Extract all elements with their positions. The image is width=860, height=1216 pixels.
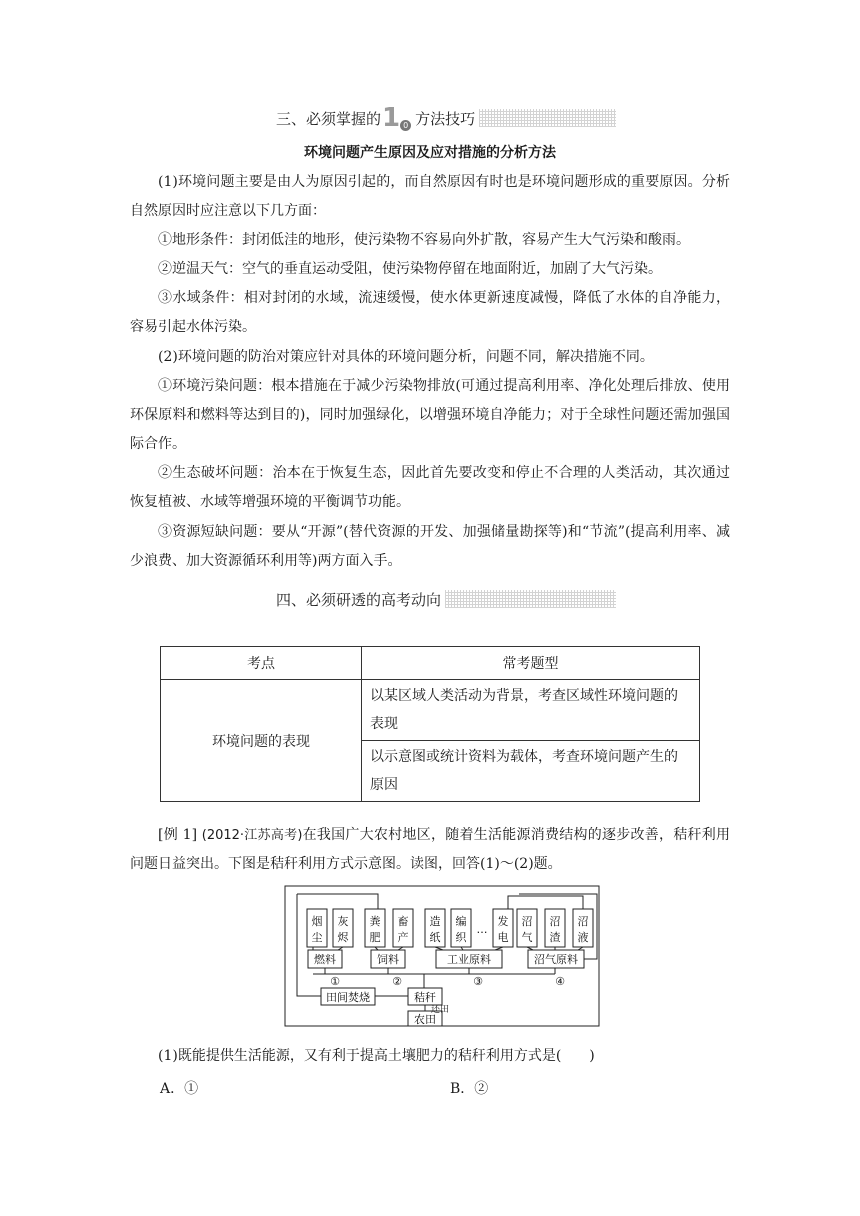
exam-point-table: [160, 646, 700, 802]
diagram-product: 畜: [397, 915, 409, 928]
heading-decorative-bar: [479, 109, 616, 127]
diagram-product: 造: [429, 915, 441, 928]
diagram-return-label: 还田: [431, 1005, 450, 1015]
diagram-product: 电: [497, 931, 509, 944]
diagram-product: 肥: [369, 931, 381, 944]
straw-utilization-diagram: [283, 884, 603, 1030]
paragraph-3: ②逆温天气：空气的垂直运动受阻，使污染物停留在地面附近，加剧了大气污染。: [158, 261, 662, 277]
choice-a: A．①: [160, 1081, 199, 1097]
example-source: (2012·江苏高考): [201, 828, 303, 843]
diagram-product: 烬: [337, 931, 349, 944]
diagram-use: 燃料: [314, 953, 336, 966]
diagram-burn-label: 田间焚烧: [326, 991, 370, 1004]
question-text: (1)既能提供生活能源，又有利于提高土壤肥力的秸秆利用方式是( ): [158, 1048, 595, 1064]
number-zero-badge: 0: [400, 120, 411, 131]
diagram-num: ④: [555, 975, 565, 988]
diagram-num: ③: [473, 975, 483, 988]
diagram-num: ②: [392, 975, 402, 988]
table-row: [161, 680, 700, 741]
table-cell-type: 以某区域人类活动为背景，考查区域性环境问题的表现: [362, 680, 700, 741]
table-header: 常考题型: [362, 647, 700, 680]
section-heading-4-text: 四、必须研透的高考动向: [276, 590, 442, 609]
number-one-glyph: 1: [382, 103, 401, 133]
diagram-product: 灰: [337, 915, 349, 928]
section-heading-3-suffix: 方法技巧: [415, 109, 476, 128]
section-heading-3: [276, 105, 616, 131]
diagram-straw-label: 秸秆: [414, 991, 436, 1004]
diagram-product: 渣: [549, 931, 561, 944]
heading-decorative-bar: [445, 590, 616, 608]
paragraph-5: (2)环境问题的防治对策应针对具体的环境问题分析，问题不同，解决措施不同。: [158, 349, 654, 365]
diagram-product: 织: [455, 931, 467, 944]
method-title: 环境问题产生原因及应对措施的分析方法: [304, 145, 556, 161]
table-cell-type: 以示意图或统计资料为载体，考查环境问题产生的原因: [362, 741, 700, 802]
diagram-product: 发: [497, 915, 509, 928]
diagram-product: 沼: [577, 915, 589, 928]
diagram-field-label: 农田: [414, 1013, 436, 1026]
table-header-row: [161, 647, 700, 680]
diagram-use: 沼气原料: [534, 953, 578, 966]
diagram-use: 饲料: [377, 953, 399, 966]
table-cell-topic: 环境问题的表现: [161, 680, 362, 802]
diagram-product: 烟: [311, 915, 323, 928]
diagram-ellipsis: …: [476, 923, 488, 936]
diagram-use: 工业原料: [447, 953, 491, 966]
example-label: [例 1]: [158, 827, 198, 843]
diagram-num: ①: [330, 975, 340, 988]
diagram-product: 编: [455, 915, 467, 928]
paragraph-2: ①地形条件：封闭低洼的地形，使污染物不容易向外扩散，容易产生大气污染和酸雨。: [158, 232, 690, 248]
diagram-product: 产: [397, 931, 409, 944]
section-heading-3-prefix: 三、必须掌握的: [276, 109, 382, 128]
example-text: 在我国广大农村地区，随着生活能源消费结构的逐步改善，秸秆利用问题日益突出。下图是秸秆利用方式示意图。读图，回答(1)～(2)题。: [130, 827, 731, 872]
paragraph-7: ②生态破坏问题：治本在于恢复生态，因此首先要改变和停止不合理的人类活动，其次通过恢复植被、水域等增强环境的平衡调节功能。: [130, 465, 730, 510]
paragraph-8: ③资源短缺问题：要从“开源”(替代资源的开发、加强储量勘探等)和“节流”(提高利用率、减少浪费、加大资源循环利用等)两方面入手。: [130, 524, 730, 569]
diagram-product: 沼: [549, 915, 561, 928]
paragraph-4: ③水域条件：相对封闭的水域，流速缓慢，使水体更新速度减慢，降低了水体的自净能力，容易引起水体污染。: [130, 290, 730, 335]
diagram-product: 液: [577, 931, 589, 944]
paragraph-6: ①环境污染问题：根本措施在于减少污染物排放(可通过提高利用率、净化处理后排放、使用环保原料和燃料等达到目的)，同时加强绿化，以增强环境自净能力；对于全球性问题还需加强国际合作。: [130, 378, 730, 452]
example-paragraph: [130, 821, 730, 879]
diagram-product: 气: [521, 931, 533, 944]
diagram-product: 尘: [311, 931, 323, 944]
diagram-product: 粪: [369, 915, 381, 928]
section-heading-4: [276, 586, 616, 612]
choice-b: B．②: [450, 1081, 489, 1097]
diagram-product: 沼: [521, 915, 533, 928]
paragraph-1: (1)环境问题主要是由人为原因引起的，而自然原因有时也是环境问题形成的重要原因。分析自然原因时应注意以下几方面：: [130, 174, 730, 219]
diagram-product: 纸: [429, 931, 441, 944]
table-header: 考点: [161, 647, 362, 680]
